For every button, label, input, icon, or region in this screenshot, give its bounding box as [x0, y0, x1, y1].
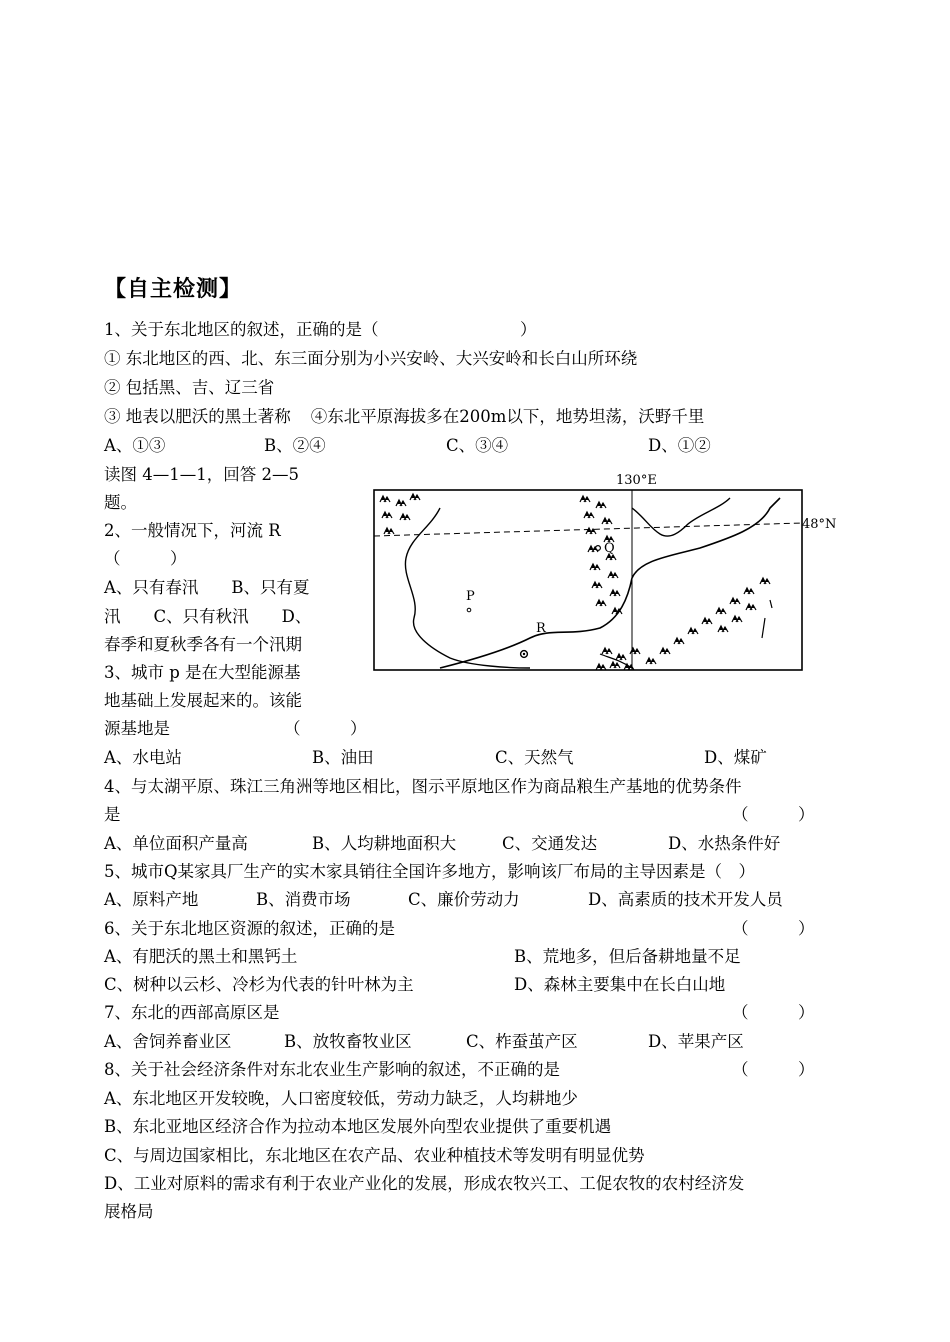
q6-options-cd	[104, 975, 824, 995]
q8-option-a: A、东北地区开发较晚，人口密度较低，劳动力缺乏，人均耕地少	[104, 1089, 578, 1108]
q1-stem: 1、关于东北地区的叙述，正确的是（ ）	[104, 320, 537, 339]
q5-option-a: A、原料产地	[104, 890, 199, 909]
q4-options	[104, 834, 824, 854]
q1-option-b: B、②④	[264, 436, 326, 455]
q4-option-c: C、交通发达	[502, 834, 598, 853]
city-q-label: Q	[604, 541, 615, 556]
q3-option-c: C、天然气	[495, 748, 574, 767]
q1-statement-2: ② 包括黑、吉、辽三省	[104, 378, 275, 397]
q4-line-2: 是 （ ）	[104, 805, 815, 824]
q5-option-b: B、消费市场	[256, 890, 351, 909]
q6-options-ab	[104, 947, 824, 967]
q6-option-d: D、森林主要集中在长白山地	[514, 975, 726, 994]
q7-option-a: A、舍饲养畜业区	[104, 1032, 232, 1051]
q7-options	[104, 1032, 824, 1052]
q2-line-2: （ ）	[104, 549, 187, 568]
q8-option-d-line-1: D、工业对原料的需求有利于农业产业化的发展，形成农牧兴工、工促农牧的农村经济发	[104, 1174, 745, 1193]
intro-line-2: 题。	[104, 493, 137, 512]
q1-statement-1: ① 东北地区的西、北、东三面分别为小兴安岭、大兴安岭和长白山所环绕	[104, 349, 638, 368]
q3-line-2: 地基础上发展起来的。该能	[104, 691, 302, 710]
q1-option-a: A、①③	[104, 436, 166, 455]
west-boundary	[405, 508, 530, 668]
q6-option-a: A、有肥沃的黑土和黑钙土	[104, 947, 298, 966]
q8-option-d-line-2: 展格局	[104, 1202, 154, 1221]
q2-line-3: A、只有春汛 B、只有夏	[104, 578, 310, 597]
q3-option-d: D、煤矿	[704, 748, 767, 767]
q1-options	[104, 436, 804, 456]
q6-stem: 6、关于东北地区资源的叙述，正确的是 （ ）	[104, 919, 815, 938]
river-r-label: R	[536, 621, 546, 636]
river-r	[440, 498, 780, 668]
q8-option-c: C、与周边国家相比，东北地区在农产品、农业种植技术等发明有明显优势	[104, 1146, 645, 1165]
q8-paren: （ ）	[732, 1060, 815, 1079]
longitude-label: 130°E	[616, 473, 657, 488]
q4-option-d: D、水热条件好	[668, 834, 781, 853]
mountains-southeast-icon	[596, 578, 770, 670]
intro-line-1: 读图 4—1—1，回答 2—5	[104, 465, 299, 484]
northern-river	[632, 498, 730, 536]
q3-options	[104, 748, 824, 768]
east-coast-marks	[762, 600, 772, 638]
q3-option-b: B、油田	[312, 748, 374, 767]
q7-paren: （ ）	[732, 1003, 815, 1022]
q5-options	[104, 890, 824, 910]
q8-stem: 8、关于社会经济条件对东北农业生产影响的叙述，不正确的是 （ ）	[104, 1060, 815, 1079]
mountains-central-icon	[580, 496, 622, 614]
q1-option-d: D、①②	[648, 436, 711, 455]
q2-line-1: 2、一般情况下，河流 R	[104, 521, 281, 540]
q3-option-a: A、水电站	[104, 748, 182, 767]
city-q-marker	[596, 546, 601, 551]
q2-line-5: 春季和夏秋季各有一个汛期	[104, 635, 302, 654]
city-p-label: P	[466, 589, 475, 604]
q3-paren: （ ）	[284, 719, 367, 738]
city-p-marker	[467, 608, 471, 612]
q4-paren: （ ）	[732, 805, 815, 824]
q6-option-c: C、树种以云杉、冷杉为代表的针叶林为主	[104, 975, 414, 994]
q7-option-d: D、苹果产区	[648, 1032, 744, 1051]
q1-close: ）	[520, 320, 537, 339]
q1-option-c: C、③④	[446, 436, 509, 455]
q6-paren: （ ）	[732, 919, 815, 938]
q5-option-c: C、廉价劳动力	[408, 890, 520, 909]
q8-option-b: B、东北亚地区经济合作为拉动本地区发展外向型农业提供了重要机遇	[104, 1117, 612, 1136]
q5-option-d: D、高素质的技术开发人员	[588, 890, 783, 909]
q5-stem: 5、城市Q某家具厂生产的实木家具销往全国许多地方，影响该厂布局的主导因素是（ ）	[104, 862, 756, 881]
q2-line-4: 汛 C、只有秋汛 D、	[104, 607, 312, 626]
q7-stem: 7、东北的西部高原区是 （ ）	[104, 1003, 815, 1022]
mountains-west-icon	[380, 494, 420, 534]
station-marker-dot	[523, 653, 525, 655]
q4-line-1: 4、与太湖平原、珠江三角洲等地区相比，图示平原地区作为商品粮生产基地的优势条件	[104, 777, 742, 796]
q1-statement-3-4: ③ 地表以肥沃的黑土著称 ④东北平原海拔多在200m以下，地势坦荡，沃野千里	[104, 407, 705, 426]
q3-line-3: 源基地是 （ ）	[104, 719, 367, 738]
q7-option-b: B、放牧畜牧业区	[284, 1032, 412, 1051]
q4-option-b: B、人均耕地面积大	[312, 834, 457, 853]
q6-option-b: B、荒地多，但后备耕地量不足	[514, 947, 741, 966]
northeast-map	[370, 468, 837, 708]
q7-option-c: C、柞蚕茧产区	[466, 1032, 578, 1051]
section-title: 【自主检测】	[104, 277, 243, 302]
latitude-label: 48°N	[802, 517, 837, 532]
q3-line-1: 3、城市 p 是在大型能源基	[104, 663, 301, 682]
q4-option-a: A、单位面积产量高	[104, 834, 248, 853]
